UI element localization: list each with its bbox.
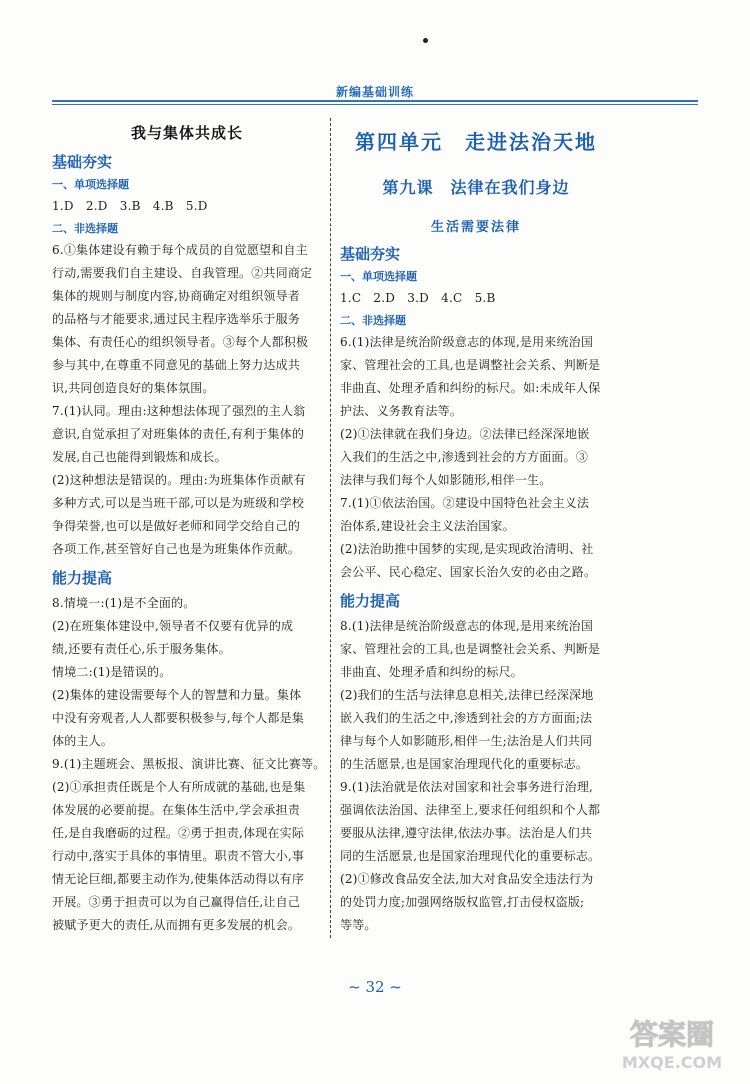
text-line: 法律与我们每个人如影随形,相伴一生。 [340, 473, 552, 487]
question-type: 一、单项选择题 [340, 270, 417, 283]
answer-block [52, 239, 322, 561]
text-line: (2)集体的建设需要每个人的智慧和力量。集体 [52, 688, 302, 702]
text-line: 强调依法治国、法律至上,要求任何组织和个人都 [340, 803, 601, 817]
text-line: (2)我们的生活与法律息息相关,法律已经深深地 [340, 688, 594, 702]
left-column [52, 112, 326, 937]
text-line: 嵌入我们的生活之中,渗透到社会的方方面面;法 [340, 711, 593, 725]
lesson-title: 第九课 法律在我们身边 [382, 178, 570, 197]
page-header [52, 78, 698, 110]
text-line: 非曲直、处理矛盾和纠纷的标尺。如:未成年人保 [340, 381, 601, 395]
text-line: 中没有旁观者,人人都要积极参与,每个人都是集 [52, 711, 305, 725]
right-column [340, 112, 612, 937]
section-heading: 能力提高 [52, 569, 113, 587]
text-line: 的生活愿景,也是国家治理现代化的重要标志。 [340, 757, 589, 771]
text-line: 行动中,落实于具体的事情里。职责不管大小,事 [52, 849, 305, 863]
watermark-logo [602, 1006, 742, 1076]
unit-title: 第四单元 走进法治天地 [355, 130, 597, 154]
text-line: 开展。③勇于担责可以为自己赢得信任,让自己 [52, 895, 301, 909]
page-number: ~ 32 ~ [348, 978, 402, 996]
text-line: 识,共同创造良好的集体氛围。 [52, 381, 215, 395]
text-line: 律与每个人如影随形,相伴一生;法治是人们共同 [340, 734, 593, 748]
column-divider [330, 118, 332, 938]
ink-dot [423, 38, 428, 43]
text-line: 7.(1)认同。理由:这种想法体现了强烈的主人翁 [52, 404, 306, 418]
text-line: 等等。 [340, 918, 377, 932]
sub-title: 生活需要法律 [430, 220, 521, 235]
text-line: 入我们的生活之中,渗透到社会的方方面面。③ [340, 450, 589, 464]
text-line: 家、管理社会的工具,也是调整社会关系、判断是 [340, 642, 601, 656]
text-line: 8.情境一:(1)是不全面的。 [52, 596, 196, 610]
text-line: 家、管理社会的工具,也是调整社会关系、判断是 [340, 358, 601, 372]
text-line: 9.(1)主题班会、黑板报、演讲比赛、征文比赛等。 [52, 757, 326, 771]
text-line: 行动,需要我们自主建设、自我管理。②共同商定 [52, 266, 313, 280]
text-line: 集体的规则与制度内容,协商确定对组织领导者 [52, 289, 301, 303]
section-heading: 基础夯实 [52, 153, 113, 171]
text-line: 争得荣誉,也可以是做好老师和同学交给自己的 [52, 519, 301, 533]
text-line: 8.(1)法律是统治阶级意志的体现,是用来统治国 [340, 619, 594, 633]
text-line: 发展,自己也能得到锻炼和成长。 [52, 450, 227, 464]
question-type: 一、单项选择题 [52, 178, 129, 191]
header-rule [52, 100, 698, 102]
answer-block [340, 331, 612, 584]
text-line: 要服从法律,遵守法律,依法办事。法治是人们共 [340, 826, 593, 840]
lesson-title: 我与集体共成长 [130, 124, 243, 142]
text-line: 各项工作,甚至管好自己也是为班集体作贡献。 [52, 542, 301, 556]
header-title: 新编基础训练 [335, 85, 414, 99]
text-line: (2)这种想法是错误的。理由:为班集体作贡献有 [52, 473, 306, 487]
text-line: 治体系,建设社会主义法治国家。 [340, 519, 515, 533]
text-line: 6.①集体建设有赖于每个成员的自觉愿望和自主 [52, 243, 308, 257]
watermark-url: MXQE.COM [621, 1053, 723, 1072]
text-line: 9.(1)法治就是依法对国家和社会事务进行治理, [340, 780, 594, 794]
question-type: 二、非选择题 [340, 314, 406, 327]
text-line: (2)①法律就在我们身边。②法律已经深深地嵌 [340, 427, 590, 441]
text-line: 体发展的必要前提。在集体生活中,学会承担责 [52, 803, 301, 817]
question-type: 二、非选择题 [52, 222, 118, 235]
text-line: 任,是自我磨砺的过程。②勇于担责,体现在实际 [52, 826, 305, 840]
text-line: 参与其中,在尊重不同意见的基础上努力达成共 [52, 358, 301, 372]
answer-block [52, 592, 326, 937]
header-rule-thin [52, 104, 698, 105]
text-line: 多种方式,可以是当班干部,可以是为班级和学校 [52, 496, 305, 510]
text-line: 的品格与才能要求,通过民主程序选举乐于服务 [52, 312, 301, 326]
answer-line: 1.C 2.D 3.D 4.C 5.B [340, 291, 496, 305]
text-line: 绩,还要有责任心,乐于服务集体。 [52, 642, 231, 656]
text-line: (2)在班集体建设中,领导者不仅要有优异的成 [52, 619, 294, 633]
text-line: 7.(1)①依法治国。②建设中国特色社会主义法 [340, 496, 590, 510]
answer-block [340, 615, 612, 937]
text-line: 情无论巨细,都要主动作为,使集体活动得以有序 [52, 872, 305, 886]
text-line: (2)①修改食品安全法,加大对食品安全违法行为 [340, 872, 594, 886]
text-line: 6.(1)法律是统治阶级意志的体现,是用来统治国 [340, 335, 594, 349]
section-heading: 基础夯实 [340, 245, 401, 263]
text-line: (2)①承担责任既是个人有所成就的基础,也是集 [52, 780, 306, 794]
text-line: 非曲直、处理矛盾和纠纷的标尺。 [340, 665, 524, 679]
text-line: 集体、有责任心的组织领导者。③每个人都积极 [52, 335, 309, 349]
text-line: 会公平、民心稳定、国家长治久安的必由之路。 [340, 565, 597, 579]
section-heading: 能力提高 [340, 592, 401, 610]
text-line: 体的主人。 [52, 734, 114, 748]
text-line: 情境二:(1)是错误的。 [52, 665, 172, 679]
text-line: 同的生活愿景,也是国家治理现代化的重要标志。 [340, 849, 601, 863]
text-line: 的处罚力度;加强网络版权监管,打击侵权盗版; [340, 895, 585, 909]
text-line: 被赋予更大的责任,从而拥有更多发展的机会。 [52, 918, 301, 932]
answer-line: 1.D 2.D 3.B 4.B 5.D [52, 199, 208, 213]
text-line: 护法、义务教育法等。 [340, 404, 463, 418]
watermark-text: 答案圈 [629, 1018, 715, 1051]
text-line: 意识,自觉承担了对班集体的责任,有利于集体的 [52, 427, 305, 441]
text-line: (2)法治助推中国梦的实现,是实现政治清明、社 [340, 542, 594, 556]
